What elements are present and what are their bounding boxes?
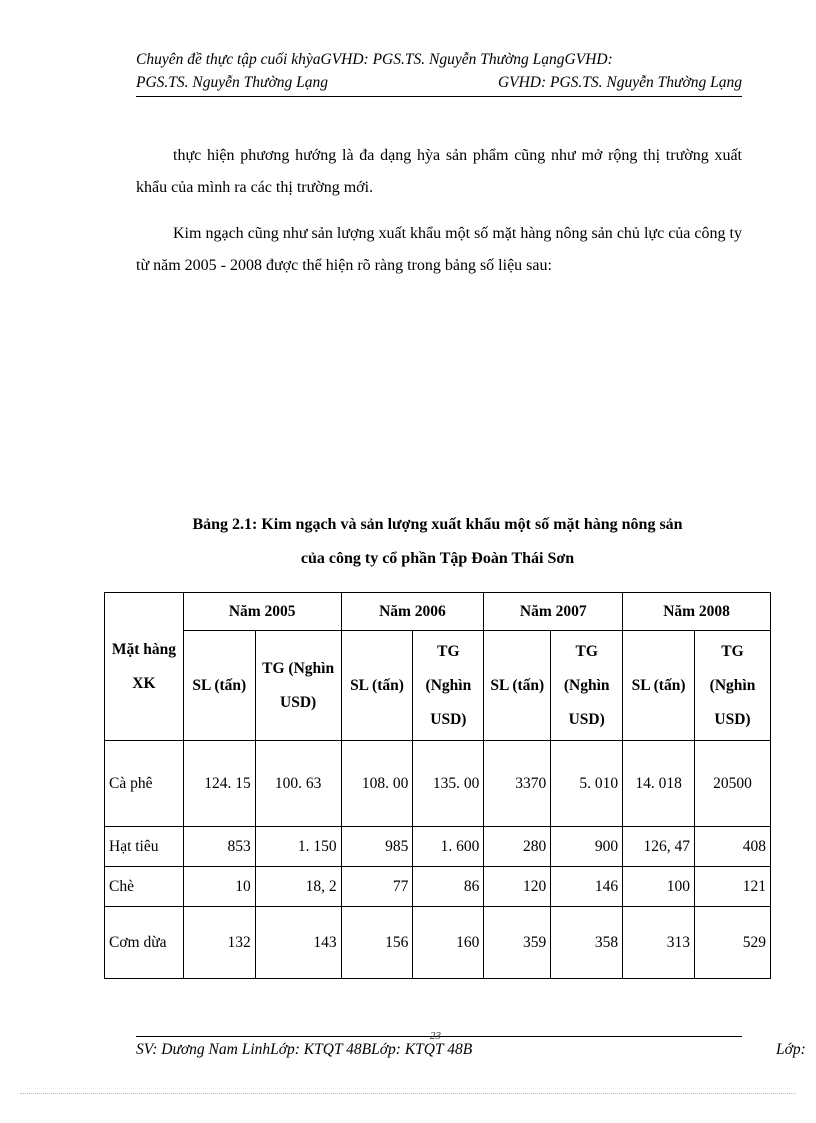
table-header-subcolumns [105,631,771,741]
table-cell: 408 [695,827,771,867]
tg-header: TG (Nghìn USD) [695,631,771,741]
row-item-name: Chè [105,867,184,907]
table-cell: 135. 00 [413,741,484,827]
table-cell: 126, 47 [623,827,695,867]
tg-header: TG (Nghìn USD) [255,631,341,741]
sl-header: SL (tấn) [484,631,551,741]
table-cell: 108. 00 [341,741,413,827]
table-cell: 100. 63 [255,741,341,827]
table-row [105,867,771,907]
table-header-years [105,593,771,631]
table-cell: 18, 2 [255,867,341,907]
table-cell: 359 [484,907,551,979]
table-cell: 20500 [695,741,771,827]
tg-header: TG (Nghìn USD) [551,631,623,741]
table-cell: 100 [623,867,695,907]
tg-header: TG (Nghìn USD) [413,631,484,741]
table-row [105,827,771,867]
table-cell: 160 [413,907,484,979]
header-line-2 [136,71,742,94]
page-number: 23 [430,1030,441,1042]
table-row [105,741,771,827]
table-cell: 77 [341,867,413,907]
table-cell: 1. 600 [413,827,484,867]
page-bottom-divider [20,1093,796,1094]
table-cell: 121 [695,867,771,907]
table-cell: 5. 010 [551,741,623,827]
paragraph-1: thực hiện phương hướng là đa dạng hỳa sản phẩm cũng như mở rộng thị trường xuất khẩu của mình ra các thị trường mới. [136,147,742,196]
table-row [105,907,771,979]
paragraph-2: Kim ngạch cũng như sản lượng xuất khẩu một số mặt hàng nông sản chủ lực của công ty từ năm 2005 - 2008 được thể hiện rõ ràng trong bảng số liệu sau: [136,225,742,274]
sl-header: SL (tấn) [183,631,255,741]
table-cell: 985 [341,827,413,867]
table-cell: 529 [695,907,771,979]
table-caption-line-1: Bảng 2.1: Kim ngạch và sản lượng xuất khẩu một số mặt hàng nông sản [192,516,683,533]
header-line-1: Chuyên đề thực tập cuối khỳaGVHD: PGS.TS. Nguyễn Thường LạngGVHD: [136,51,613,68]
row-item-name: Cơm dừa [105,907,184,979]
table-cell: 143 [255,907,341,979]
table-cell: 1. 150 [255,827,341,867]
export-table [104,592,771,979]
footer-class: Lớp: [776,1041,806,1058]
year-header: Năm 2008 [623,593,771,631]
header-rule [136,96,742,97]
table-cell: 313 [623,907,695,979]
header-advisor-left: PGS.TS. Nguyễn Thường Lạng [136,74,328,91]
table-cell: 14. 018 [623,741,695,827]
table-cell: 853 [183,827,255,867]
table-cell: 132 [183,907,255,979]
table-cell: 10 [183,867,255,907]
header-advisor-right: GVHD: PGS.TS. Nguyễn Thường Lạng [497,74,742,91]
table-cell: 900 [551,827,623,867]
table-cell: 86 [413,867,484,907]
table-cell: 120 [484,867,551,907]
table-caption [104,508,771,576]
row-item-name: Hạt tiêu [105,827,184,867]
table-cell: 280 [484,827,551,867]
year-header: Năm 2006 [341,593,484,631]
table-cell: 124. 15 [183,741,255,827]
col-item-header: Mặt hàng XK [105,593,184,741]
table-cell: 146 [551,867,623,907]
year-header: Năm 2005 [183,593,341,631]
table-cell: 156 [341,907,413,979]
table-cell: 3370 [484,741,551,827]
footer-student: SV: Dương Nam LinhLớp: KTQT 48BLớp: KTQT 48B [136,1041,473,1058]
row-item-name: Cà phê [105,741,184,827]
table-caption-line-2: của công ty cổ phần Tập Đoàn Thái Sơn [300,550,575,567]
year-header: Năm 2007 [484,593,623,631]
page-header [136,48,742,94]
sl-header: SL (tấn) [341,631,413,741]
sl-header: SL (tấn) [623,631,695,741]
table-cell: 358 [551,907,623,979]
